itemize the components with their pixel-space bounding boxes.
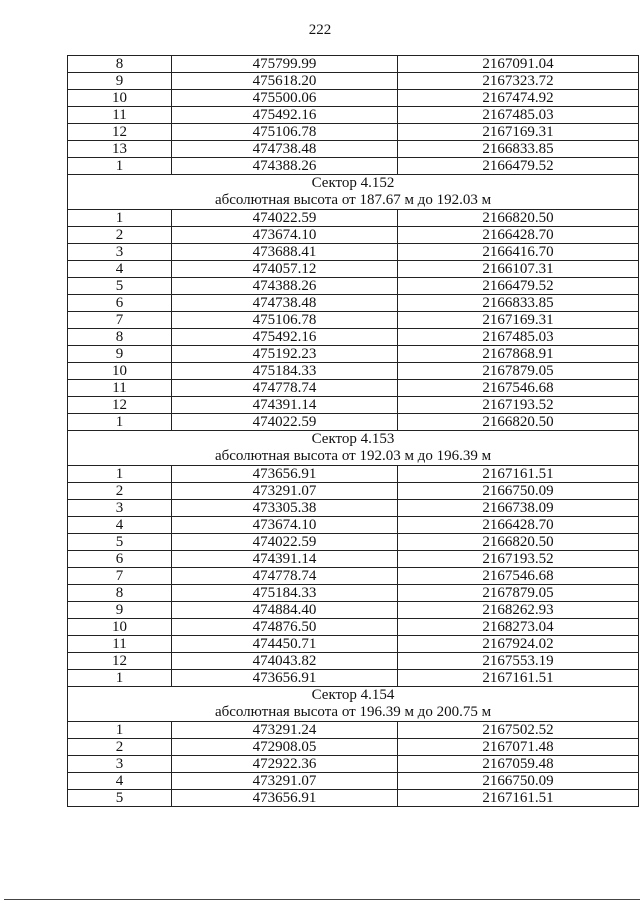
y-coordinate-cell: 2167161.51: [398, 670, 639, 687]
point-number-cell: 3: [68, 244, 172, 261]
coordinates-table: [67, 55, 639, 807]
point-number-cell: 9: [68, 602, 172, 619]
table-row: [68, 380, 639, 397]
sector-header: [68, 687, 639, 722]
y-coordinate-cell: 2166820.50: [398, 414, 639, 431]
point-number-cell: 3: [68, 756, 172, 773]
table-row: [68, 653, 639, 670]
y-coordinate-cell: 2167879.05: [398, 363, 639, 380]
y-coordinate-cell: 2166820.50: [398, 534, 639, 551]
point-number-cell: 3: [68, 500, 172, 517]
point-number-cell: 6: [68, 551, 172, 568]
point-number-cell: 4: [68, 261, 172, 278]
point-number-cell: 10: [68, 90, 172, 107]
sector-header-row: [68, 431, 639, 466]
x-coordinate-cell: 474778.74: [172, 568, 398, 585]
point-number-cell: 1: [68, 466, 172, 483]
x-coordinate-cell: 475500.06: [172, 90, 398, 107]
table-row: [68, 261, 639, 278]
table-row: [68, 773, 639, 790]
x-coordinate-cell: 473656.91: [172, 670, 398, 687]
x-coordinate-cell: 475106.78: [172, 124, 398, 141]
table-row: [68, 756, 639, 773]
x-coordinate-cell: 473656.91: [172, 790, 398, 807]
x-coordinate-cell: 472922.36: [172, 756, 398, 773]
y-coordinate-cell: 2166750.09: [398, 483, 639, 500]
table-row: [68, 551, 639, 568]
point-number-cell: 8: [68, 585, 172, 602]
x-coordinate-cell: 474022.59: [172, 414, 398, 431]
point-number-cell: 1: [68, 414, 172, 431]
table-row: [68, 312, 639, 329]
point-number-cell: 13: [68, 141, 172, 158]
x-coordinate-cell: 474778.74: [172, 380, 398, 397]
x-coordinate-cell: 475799.99: [172, 56, 398, 73]
point-number-cell: 5: [68, 534, 172, 551]
y-coordinate-cell: 2166833.85: [398, 141, 639, 158]
sector-title: Сектор 4.154: [311, 687, 395, 703]
x-coordinate-cell: 473291.07: [172, 483, 398, 500]
x-coordinate-cell: 475492.16: [172, 329, 398, 346]
table-row: [68, 500, 639, 517]
table-row: [68, 602, 639, 619]
y-coordinate-cell: 2166479.52: [398, 158, 639, 175]
point-number-cell: 7: [68, 568, 172, 585]
y-coordinate-cell: 2166833.85: [398, 295, 639, 312]
sector-header: [68, 431, 639, 466]
x-coordinate-cell: 473291.07: [172, 773, 398, 790]
x-coordinate-cell: 475184.33: [172, 585, 398, 602]
sector-header: [68, 175, 639, 210]
y-coordinate-cell: 2166416.70: [398, 244, 639, 261]
table-row: [68, 124, 639, 141]
point-number-cell: 4: [68, 517, 172, 534]
y-coordinate-cell: 2167161.51: [398, 466, 639, 483]
point-number-cell: 2: [68, 227, 172, 244]
y-coordinate-cell: 2167502.52: [398, 722, 639, 739]
y-coordinate-cell: 2166750.09: [398, 773, 639, 790]
x-coordinate-cell: 473305.38: [172, 500, 398, 517]
y-coordinate-cell: 2167059.48: [398, 756, 639, 773]
table-row: [68, 414, 639, 431]
point-number-cell: 7: [68, 312, 172, 329]
x-coordinate-cell: 473688.41: [172, 244, 398, 261]
y-coordinate-cell: 2167161.51: [398, 790, 639, 807]
x-coordinate-cell: 474450.71: [172, 636, 398, 653]
sector-title: Сектор 4.153: [311, 431, 395, 447]
y-coordinate-cell: 2167485.03: [398, 107, 639, 124]
table-row: [68, 227, 639, 244]
y-coordinate-cell: 2167553.19: [398, 653, 639, 670]
sector-header-row: [68, 687, 639, 722]
x-coordinate-cell: 473291.24: [172, 722, 398, 739]
sector-title: Сектор 4.152: [311, 175, 395, 191]
table-row: [68, 329, 639, 346]
point-number-cell: 1: [68, 722, 172, 739]
y-coordinate-cell: 2167091.04: [398, 56, 639, 73]
table-row: [68, 534, 639, 551]
table-row: [68, 619, 639, 636]
table-row: [68, 568, 639, 585]
table-row: [68, 244, 639, 261]
x-coordinate-cell: 474057.12: [172, 261, 398, 278]
point-number-cell: 5: [68, 790, 172, 807]
point-number-cell: 11: [68, 380, 172, 397]
point-number-cell: 2: [68, 739, 172, 756]
x-coordinate-cell: 474738.48: [172, 141, 398, 158]
table-row: [68, 210, 639, 227]
x-coordinate-cell: 475492.16: [172, 107, 398, 124]
y-coordinate-cell: 2167169.31: [398, 124, 639, 141]
table-row: [68, 346, 639, 363]
x-coordinate-cell: 474388.26: [172, 158, 398, 175]
point-number-cell: 1: [68, 670, 172, 687]
table-row: [68, 90, 639, 107]
page-number: 222: [308, 22, 332, 38]
point-number-cell: 8: [68, 56, 172, 73]
y-coordinate-cell: 2167868.91: [398, 346, 639, 363]
y-coordinate-cell: 2167193.52: [398, 551, 639, 568]
table-row: [68, 466, 639, 483]
y-coordinate-cell: 2167474.92: [398, 90, 639, 107]
table-row: [68, 141, 639, 158]
sector-header-row: [68, 175, 639, 210]
table-row: [68, 295, 639, 312]
y-coordinate-cell: 2166428.70: [398, 517, 639, 534]
sector-elevation-range: абсолютная высота от 192.03 м до 196.39 м: [214, 448, 492, 464]
point-number-cell: 11: [68, 636, 172, 653]
y-coordinate-cell: 2166738.09: [398, 500, 639, 517]
table-row: [68, 73, 639, 90]
point-number-cell: 4: [68, 773, 172, 790]
table-row: [68, 158, 639, 175]
point-number-cell: 9: [68, 346, 172, 363]
x-coordinate-cell: 472908.05: [172, 739, 398, 756]
x-coordinate-cell: 474884.40: [172, 602, 398, 619]
y-coordinate-cell: 2167546.68: [398, 380, 639, 397]
x-coordinate-cell: 473674.10: [172, 227, 398, 244]
table-row: [68, 363, 639, 380]
x-coordinate-cell: 475192.23: [172, 346, 398, 363]
table-row: [68, 739, 639, 756]
table-row: [68, 670, 639, 687]
y-coordinate-cell: 2166428.70: [398, 227, 639, 244]
x-coordinate-cell: 475184.33: [172, 363, 398, 380]
y-coordinate-cell: 2168262.93: [398, 602, 639, 619]
x-coordinate-cell: 474738.48: [172, 295, 398, 312]
point-number-cell: 8: [68, 329, 172, 346]
sector-elevation-range: абсолютная высота от 196.39 м до 200.75 м: [214, 704, 492, 720]
table-row: [68, 278, 639, 295]
y-coordinate-cell: 2166107.31: [398, 261, 639, 278]
point-number-cell: 6: [68, 295, 172, 312]
x-coordinate-cell: 474391.14: [172, 397, 398, 414]
point-number-cell: 12: [68, 124, 172, 141]
table-row: [68, 790, 639, 807]
page-bottom-rule: [4, 899, 640, 900]
x-coordinate-cell: 474022.59: [172, 210, 398, 227]
y-coordinate-cell: 2166820.50: [398, 210, 639, 227]
x-coordinate-cell: 473656.91: [172, 466, 398, 483]
point-number-cell: 10: [68, 619, 172, 636]
point-number-cell: 1: [68, 158, 172, 175]
point-number-cell: 2: [68, 483, 172, 500]
y-coordinate-cell: 2168273.04: [398, 619, 639, 636]
point-number-cell: 12: [68, 397, 172, 414]
y-coordinate-cell: 2167323.72: [398, 73, 639, 90]
point-number-cell: 5: [68, 278, 172, 295]
table-row: [68, 636, 639, 653]
x-coordinate-cell: 474391.14: [172, 551, 398, 568]
x-coordinate-cell: 474022.59: [172, 534, 398, 551]
point-number-cell: 11: [68, 107, 172, 124]
y-coordinate-cell: 2167924.02: [398, 636, 639, 653]
x-coordinate-cell: 474388.26: [172, 278, 398, 295]
x-coordinate-cell: 475618.20: [172, 73, 398, 90]
y-coordinate-cell: 2167879.05: [398, 585, 639, 602]
y-coordinate-cell: 2166479.52: [398, 278, 639, 295]
table-row: [68, 722, 639, 739]
sector-elevation-range: абсолютная высота от 187.67 м до 192.03 м: [214, 192, 492, 208]
x-coordinate-cell: 475106.78: [172, 312, 398, 329]
point-number-cell: 9: [68, 73, 172, 90]
table-row: [68, 107, 639, 124]
table-row: [68, 397, 639, 414]
table-row: [68, 483, 639, 500]
y-coordinate-cell: 2167169.31: [398, 312, 639, 329]
point-number-cell: 10: [68, 363, 172, 380]
coordinates-table-body: [68, 56, 639, 807]
point-number-cell: 12: [68, 653, 172, 670]
x-coordinate-cell: 473674.10: [172, 517, 398, 534]
y-coordinate-cell: 2167071.48: [398, 739, 639, 756]
x-coordinate-cell: 474043.82: [172, 653, 398, 670]
table-row: [68, 585, 639, 602]
y-coordinate-cell: 2167193.52: [398, 397, 639, 414]
y-coordinate-cell: 2167546.68: [398, 568, 639, 585]
x-coordinate-cell: 474876.50: [172, 619, 398, 636]
y-coordinate-cell: 2167485.03: [398, 329, 639, 346]
table-row: [68, 56, 639, 73]
table-row: [68, 517, 639, 534]
point-number-cell: 1: [68, 210, 172, 227]
